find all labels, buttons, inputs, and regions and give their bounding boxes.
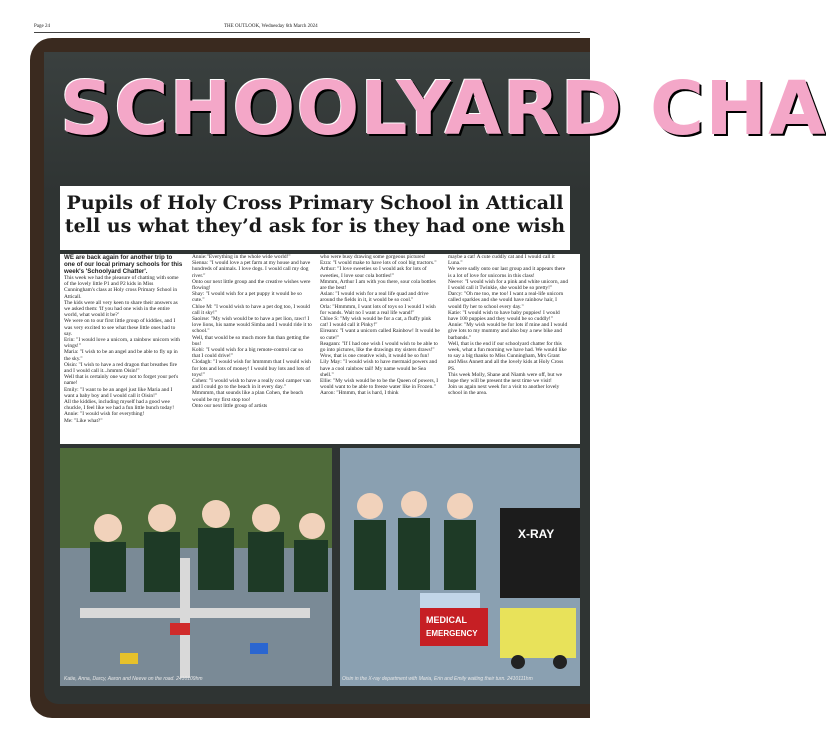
paragraph: Well, that would be so much more fun than getting the bus! [192,334,310,347]
toy-ambulance [500,608,576,658]
paragraph: Maria: "I wish to be an angel and be able to fly up in the sky." [64,349,178,362]
paragraph: Katie: "I would wish to have baby puppies! I would have 100 puppies and they would be so cuddly!" [448,309,560,323]
photo-left-caption: Katie, Anna, Darcy, Aaron and Neeve on the road. 2410109hm [64,676,203,682]
lead-paragraph: WE are back again for another trip to one of our local primary schools for this week's 'Schoolyard Chatter'. [64,254,183,275]
paragraph: Annie: "I would wish for everything! [64,411,145,418]
paragraph: Well that is certainly one way not to forget your pet's name! [64,374,179,387]
paragraph: Chloe M: "I would wish to have a pet dog too, I would call it sky!" [192,303,310,316]
road-marking-vertical [180,558,190,678]
photo-right-caption: Oisin in the X-ray department with Maria, Erin and Emily waiting their turn. 2410111hm [342,676,533,682]
paragraph: Mmmm, Arthur I am with you there, sour cola bottles are the best! [320,278,436,292]
paragraph: All the kiddies, including myself had a good wee chuckle, I feel like we had a fun little bunch today! [64,399,175,412]
medical-sign-panel [420,608,488,646]
paragraph: Saoirse: "My wish would be to have a pet lion, rawr! I love lions, his name would Simba and I would ride it to school." [192,316,312,335]
medical-sign-line-2: EMERGENCY [426,629,478,638]
paragraph: Onto our next little group of artists [192,402,268,409]
paragraph: We were sadly onto our last group and it appears there is a lot of love for unicorns in this class! [448,266,566,279]
medical-sign-line-1: MEDICAL [426,615,467,625]
page-header [34,24,580,32]
paragraph: Emily: "I want to be an angel just like Maria and I want a baby boy and I would call it Oisin!" [64,386,173,399]
column-1 [64,254,184,444]
xray-sign: X-RAY [518,527,555,541]
paragraph: Oisin: "I wish to have a red dragon that breathes fire and I would call it...hmmm Oisin!" [64,361,177,375]
paragraph: This week Molly, Shane and Niamh were off, but we hope they will be present the next time we visit! [448,371,563,385]
children-group [354,491,476,590]
paragraph: Lily May: "I would wish to have mermaid powers and have a cool rainbow tail! My name would be Sea shell." [320,359,438,378]
paragraph: Darcy: "Oh me too, me too! I want a real-life unicorn called sparkles and she would have rainbow hair, I would fly her to school every day." [448,291,564,310]
paragraph: Sienna: "I would love a pet farm at my house and have hundreds of animals. I love dogs. I would call my dog river." [192,260,311,279]
paragraph: Kobi: "I would wish for a big remote-control car so that I could drive!" [192,347,304,360]
paragraph: Join us again next week for a visit to another lovely school in the area. [448,384,560,397]
paragraph: We were on to our first little group of kiddies, and I was very excited to see what these little ones had to say. [64,318,176,337]
masthead [60,56,826,180]
paragraph: Eireann: "I want a unicorn called Rainbow! It would be so cute!" [320,328,440,341]
paragraph: The kids were all very keen to share their answers as we asked them: 'If you had one wish in the entire world, what would it be?' [64,299,178,319]
paragraph: Aaron: "Hmmm, that is hard, I think [320,390,399,397]
paragraph: Neeve: "I would wish for a pink and white unicorn, and I would call it Twinkle, she would be so pretty!" [448,278,569,292]
paragraph: Orla: "Hmmmm, I want lots of toys so I would I wish for wands. Wait no I want a real life wand!" [320,303,436,316]
headline-line-1: Pupils of Holy Cross Primary School in Atticall [66,192,564,214]
paragraph: Well, that is the end if our schoolyard chatter for this week, what a fun morning we have had. We would like to say a big thanks to Miss Cunningham, Mrs Grant and Miss Annett and all the lovely kids at Holy Cross PS. [448,340,567,372]
xray-screen [500,508,580,598]
paragraph: who were busy drawing some gorgeous pictures! [320,254,426,260]
road-marking [80,608,310,618]
paragraph: Arthur: "I love sweeties so I would ask for lots of sweeties, I love sour cola bottles!" [320,266,427,279]
photo-right [340,448,580,686]
paragraph: Erin: "I would love a unicorn, a rainbow unicorn with wings!" [64,337,180,350]
paragraph: Chloe S: "My wish would be for a cat, a fluffy pink cat! I would call it Pinky!" [320,316,432,329]
article-headline [60,186,570,250]
paragraph: Me: "Like what?" [64,417,103,424]
paragraph: Reagann: "If I had one wish I would wish to be able to go into pictures, like the drawings my sisters draws!" [320,340,438,354]
masthead-title: SCHOOLYARD CHA [60,66,826,152]
paragraph: Shay: "I would wish for a pet puppy it would be so cute." [192,291,302,304]
paragraph: Wow, that is one creative wish, it would be so fun! [320,353,430,360]
article-body [60,254,580,444]
photo-left-illustration [60,448,332,686]
paragraph: Ellie: "My wish would be to be the Queen of powers, I would want to be able to freeze water like in Frozen." [320,378,439,391]
paragraph: Mmmmm, that sounds like a plan Cohen, the beach would be my first stop too! [192,390,304,403]
column-4 [448,254,568,444]
publication-line: THE OUTLOOK, Wednesday 6th March 2024 [224,24,318,29]
paragraph: Onto our next little group and the creative wishes were flowing! [192,278,311,292]
paragraph: This week we had the pleasure of chatting with some of the lovely little P1 and P2 kids in Miss Cunningham's class at Holy cross Primary School in Atticall. [64,275,179,300]
headline-line-2: tell us what they’d ask for is they had one wish [64,215,566,237]
photo-right-illustration [340,448,580,686]
paragraph: Annie: "My wish would be for lots if mine and I would give lots to my mummy and also buy a new bike and barbands." [448,322,568,341]
paragraph: Clodagh: "I would wish for hmmmm that I would wish for lots and lots of money! I would buy lots and lots of toys!" [192,359,311,378]
column-2 [192,254,312,444]
paragraph: Annie:"Everything in the whole wide world!" [192,254,291,260]
page-number: Page 24 [34,24,50,29]
photo-left [60,448,332,686]
paragraph: Ezra: "I would make to have lots of cool big tractors." [320,260,437,267]
column-3 [320,254,440,444]
paragraph: Aslan: "I would wish for a real life quad and drive around the fields in it, it would be so cool." [320,291,429,304]
paragraph: maybe a cat! A cute cuddly cat and I would call it Luna." [448,254,555,267]
paragraph: Cohen: "I would wish to have a really cool camper van and I could go to the beach in it every day." [192,378,311,391]
header-rule [34,32,580,33]
